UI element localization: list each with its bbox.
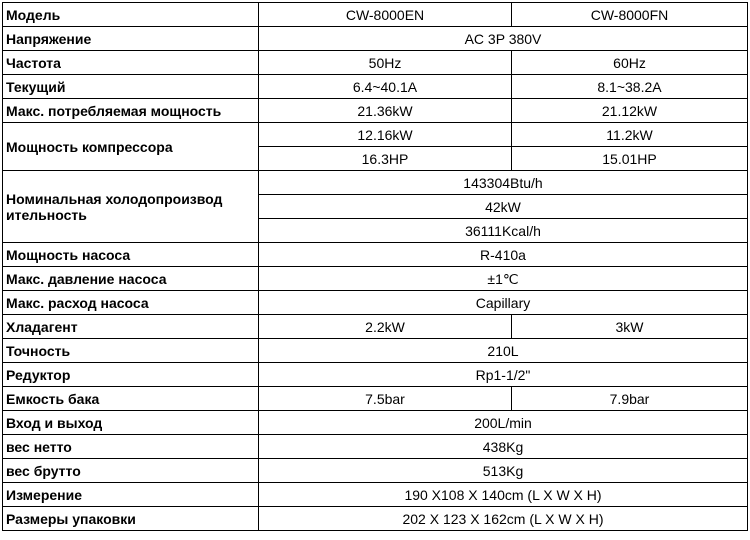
table-row-max-power bbox=[3, 99, 748, 123]
table-row-tank-capacity bbox=[3, 387, 748, 411]
table-row-reducer bbox=[3, 363, 748, 387]
tank-capacity-col2: 7.9bar bbox=[512, 387, 748, 411]
compressor-kw-col1: 12.16kW bbox=[259, 123, 512, 147]
row-label-frequency: Частота bbox=[3, 51, 259, 75]
refrigerant-col2: 3kW bbox=[512, 315, 748, 339]
row-label-net-weight: вес нетто bbox=[3, 435, 259, 459]
model-col2: CW-8000FN bbox=[512, 3, 748, 27]
model-col1: CW-8000EN bbox=[259, 3, 512, 27]
table-row-inlet-outlet bbox=[3, 411, 748, 435]
table-row-cooling-btu bbox=[3, 171, 748, 195]
max-power-col1: 21.36kW bbox=[259, 99, 512, 123]
row-label-compressor-power: Мощность компрессора bbox=[3, 123, 259, 171]
cooling-capacity-kw: 42kW bbox=[259, 195, 748, 219]
precision-value: 210L bbox=[259, 339, 748, 363]
compressor-kw-col2: 11.2kW bbox=[512, 123, 748, 147]
frequency-col2: 60Hz bbox=[512, 51, 748, 75]
table-row-package-dimensions bbox=[3, 507, 748, 531]
row-label-max-power: Макс. потребляемая мощность bbox=[3, 99, 259, 123]
compressor-hp-col1: 16.3HP bbox=[259, 147, 512, 171]
current-col2: 8.1~38.2A bbox=[512, 75, 748, 99]
table-row-compressor-kw bbox=[3, 123, 748, 147]
table-row-dimensions bbox=[3, 483, 748, 507]
compressor-hp-col2: 15.01HP bbox=[512, 147, 748, 171]
table-row-gross-weight bbox=[3, 459, 748, 483]
table-row-precision bbox=[3, 339, 748, 363]
row-label-tank-capacity: Емкость бака bbox=[3, 387, 259, 411]
row-label-reducer: Редуктор bbox=[3, 363, 259, 387]
gross-weight-value: 513Kg bbox=[259, 459, 748, 483]
frequency-col1: 50Hz bbox=[259, 51, 512, 75]
table-row-voltage bbox=[3, 27, 748, 51]
table-row-net-weight bbox=[3, 435, 748, 459]
spec-table bbox=[2, 2, 748, 531]
reducer-value: Rp1-1/2" bbox=[259, 363, 748, 387]
inlet-outlet-value: 200L/min bbox=[259, 411, 748, 435]
row-label-voltage: Напряжение bbox=[3, 27, 259, 51]
max-pump-pressure-value: ±1℃ bbox=[259, 267, 748, 291]
row-label-max-pump-flow: Макс. расход насоса bbox=[3, 291, 259, 315]
net-weight-value: 438Kg bbox=[259, 435, 748, 459]
row-label-pump-power: Мощность насоса bbox=[3, 243, 259, 267]
row-label-model: Модель bbox=[3, 3, 259, 27]
row-label-refrigerant: Хладагент bbox=[3, 315, 259, 339]
current-col1: 6.4~40.1A bbox=[259, 75, 512, 99]
cooling-capacity-kcal: 36111Kcal/h bbox=[259, 219, 748, 243]
row-label-gross-weight: вес брутто bbox=[3, 459, 259, 483]
row-label-max-pump-pressure: Макс. давление насоса bbox=[3, 267, 259, 291]
refrigerant-col1: 2.2kW bbox=[259, 315, 512, 339]
table-row-max-pump-flow bbox=[3, 291, 748, 315]
table-row-model bbox=[3, 3, 748, 27]
package-dimensions-value: 202 X 123 X 162cm (L X W X H) bbox=[259, 507, 748, 531]
dimensions-value: 190 X108 X 140cm (L X W X H) bbox=[259, 483, 748, 507]
table-row-refrigerant bbox=[3, 315, 748, 339]
row-label-current: Текущий bbox=[3, 75, 259, 99]
row-label-dimensions: Измерение bbox=[3, 483, 259, 507]
row-label-inlet-outlet: Вход и выход bbox=[3, 411, 259, 435]
cooling-capacity-btu: 143304Btu/h bbox=[259, 171, 748, 195]
table-row-max-pump-pressure bbox=[3, 267, 748, 291]
row-label-cooling-capacity: Номинальная холодопроизвод ительность bbox=[3, 171, 259, 243]
voltage-value: AC 3P 380V bbox=[259, 27, 748, 51]
pump-power-value: R-410a bbox=[259, 243, 748, 267]
max-pump-flow-value: Capillary bbox=[259, 291, 748, 315]
table-row-current bbox=[3, 75, 748, 99]
table-row-frequency bbox=[3, 51, 748, 75]
row-label-package-dimensions: Размеры упаковки bbox=[3, 507, 259, 531]
row-label-precision: Точность bbox=[3, 339, 259, 363]
table-row-pump-power bbox=[3, 243, 748, 267]
tank-capacity-col1: 7.5bar bbox=[259, 387, 512, 411]
max-power-col2: 21.12kW bbox=[512, 99, 748, 123]
